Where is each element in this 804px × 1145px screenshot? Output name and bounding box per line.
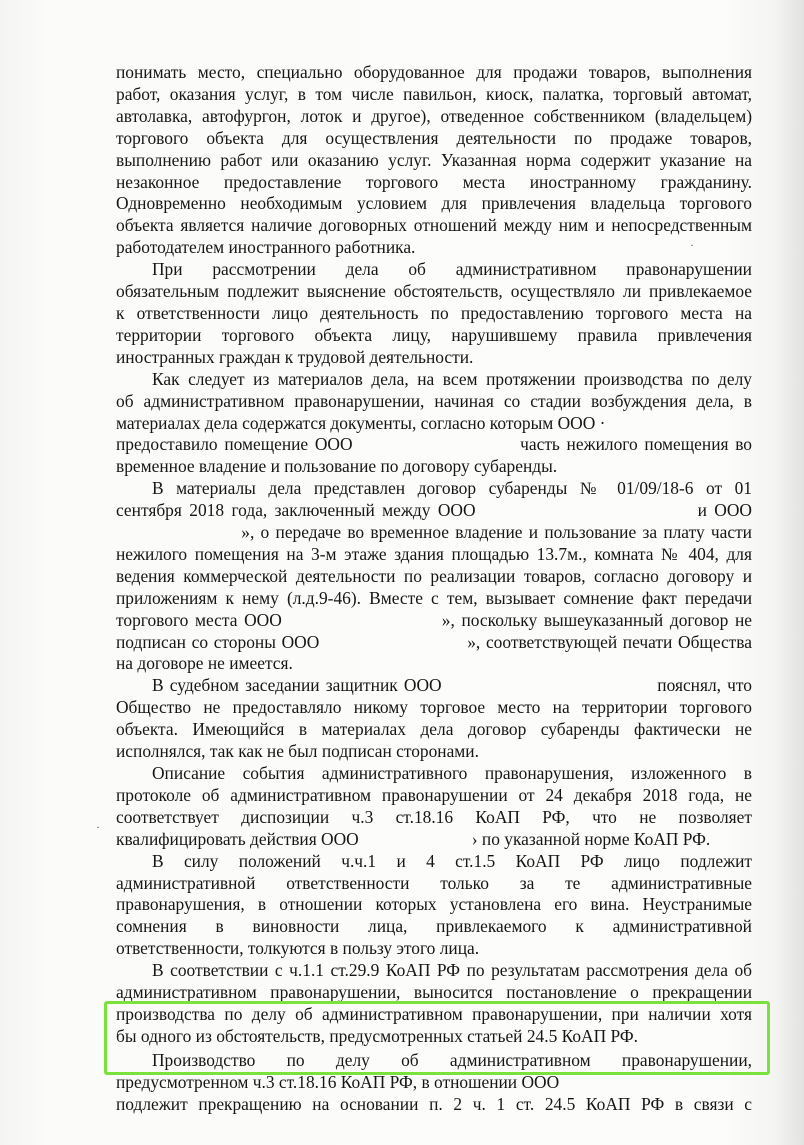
text-line: административном правонарушении, выносится постановление о прекращении: [116, 982, 752, 1003]
text-line: подлежит прекращению на основании п. 2 ч. 1 ст. 24.5 КоАП РФ в связи с: [116, 1093, 752, 1114]
scan-speck: ·: [690, 238, 694, 252]
paragraph-7: [116, 851, 752, 961]
text-line: Производство по делу об административном правонарушении,: [152, 1049, 752, 1070]
text-line: Как следует из материалов дела, на всем протяжении производства по делу: [152, 368, 752, 389]
text-line: Описание события административного правонарушения, изложенного в: [152, 763, 752, 783]
text-line: квалифицировать действия ООО › по указанной норме КоАП РФ.: [116, 828, 711, 849]
text-line: производства по делу об административном правонарушении, при наличии хотя: [116, 1003, 752, 1024]
text-line: об административном правонарушении, начиная со стадии возбуждения дела, в: [116, 390, 752, 411]
paragraph-1: [116, 62, 752, 259]
text-line: сомнения в виновности лица, привлекаемого к административной: [116, 916, 752, 937]
text-line: незаконное предоставление торгового места иностранному гражданину.: [116, 171, 752, 192]
text-line: территории торгового объекта лицу, нарушившему правила привлечения: [116, 324, 752, 345]
text-line: автолавка, автофургон, лоток и другое), отведенное собственником (владельцем): [116, 105, 752, 126]
text-line: на договоре не имеется.: [116, 653, 293, 674]
text-line: работ, оказания услуг, в том числе павильон, киоск, палатка, торговый автомат,: [116, 83, 752, 104]
text-line: подписан со стороны ООО », соответствующей печати Общества: [116, 631, 752, 652]
text-line: нежилого помещения на 3-м этаже здания площадью 13.7м., комната № 404, для: [116, 543, 752, 564]
text-line: При рассмотрении дела об административном правонарушении: [152, 259, 752, 280]
text-line: В материалы дела представлен договор субаренды № 01/09/18-6 от 01: [152, 478, 752, 499]
text-line: Общество не предоставляло никому торговое место на территории торгового: [116, 697, 752, 718]
text-line: материалах дела содержатся документы, согласно которым ООО ·: [116, 412, 606, 433]
text-line: понимать место, специально оборудованное для продажи товаров, выполнения: [116, 62, 752, 82]
text-line: сентября 2018 года, заключенный между ООО и ООО: [116, 500, 752, 521]
text-line: работодателем иностранного работника.: [116, 237, 416, 258]
paragraph-5: [116, 675, 752, 763]
text-line: ведения коммерческой деятельности по реализации товаров, согласно договору и: [116, 565, 752, 586]
text-line: выполнению работ или оказанию услуг. Указанная норма содержит указание на: [116, 149, 752, 170]
text-line: В судебном заседании защитник ООО пояснял, что: [152, 675, 752, 696]
paragraph-6: [116, 763, 752, 851]
text-line: временное владение и пользование по договору субаренды.: [116, 456, 558, 477]
text-line: соответствует диспозиции ч.3 ст.18.16 КоАП РФ, что не позволяет: [116, 806, 752, 827]
text-line: торгового объекта для осуществления деятельности по продаже товаров,: [116, 127, 752, 148]
text-line: правонарушения, в отношении которых установлена его вина. Неустранимые: [116, 894, 752, 915]
text-line: В силу положений ч.ч.1 и 4 ст.1.5 КоАП РФ лицо подлежит: [152, 850, 752, 871]
text-line: предоставило помещение ООО часть нежилого помещения во: [116, 434, 752, 455]
text-line: торгового места ООО », поскольку вышеуказанный договор не: [116, 609, 752, 630]
text-line: обязательным подлежит выяснение обстоятельств, осуществляло ли привлекаемое: [116, 281, 752, 302]
paragraph-2: [116, 259, 752, 369]
text-line: объекта является наличие договорных отношений между ним и непосредственным: [116, 215, 752, 236]
text-line: иностранных граждан к трудовой деятельности.: [116, 346, 474, 367]
paragraph-3: [116, 369, 752, 479]
text-line: В соответствии с ч.1.1 ст.29.9 КоАП РФ по результатам рассмотрения дела об: [152, 960, 752, 981]
text-line: Одновременно необходимым условием для привлечения владельца торгового: [116, 193, 752, 214]
document-body: [116, 62, 752, 1116]
page-edge-shadow: [774, 0, 804, 1145]
text-line: ответственности, толкуются в пользу этого лица.: [116, 938, 480, 959]
text-line: исполнялся, так как не был подписан сторонами.: [116, 741, 479, 762]
text-line: административной ответственности только за те административные: [116, 872, 752, 893]
scan-speck: ·: [96, 820, 100, 834]
text-line: предусмотренном ч.3 ст.18.16 КоАП РФ, в отношении ООО: [116, 1071, 560, 1092]
text-line: к ответственности лицо деятельность по предоставлению торгового места на: [116, 302, 752, 323]
paragraph-8: [116, 960, 752, 1048]
text-line: объекта. Имеющийся в материалах дела договор субаренды фактически не: [116, 719, 752, 740]
text-line: протоколе об административном правонарушении от 24 декабря 2018 года, не: [116, 784, 752, 805]
paragraph-9-highlighted: [116, 1050, 752, 1116]
text-line: приложениям к нему (л.д.9-46). Вместе с тем, вызывает сомнение факт передачи: [116, 587, 752, 608]
paragraph-4: [116, 478, 752, 675]
text-line: », о передаче во временное владение и пользование за плату части: [116, 522, 752, 543]
text-line: бы одного из обстоятельств, предусмотренных статьей 24.5 КоАП РФ.: [116, 1025, 638, 1046]
